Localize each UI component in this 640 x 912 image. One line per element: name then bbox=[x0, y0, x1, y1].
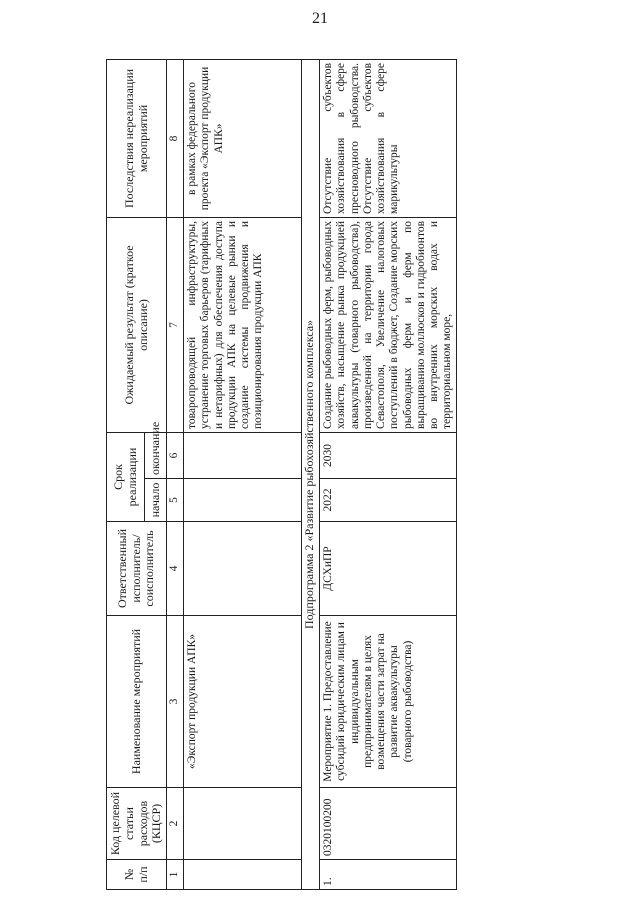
row-result: Создание рыбоводных ферм, рыбоводных хозяйств, насыщение рынка продукцией аквакультуры (товарного рыбоводства), произведенной на территории города Севастополя, Увеличение налоговых поступлений в бюджет, Создание морских рыбоводных ферм и ферм по выращиванию моллюсков и гидробионтов во внутренних морских водах и территориальном море, bbox=[320, 217, 457, 432]
column-number: 2 bbox=[167, 788, 184, 860]
column-number-row bbox=[167, 59, 184, 889]
row-code bbox=[184, 788, 302, 860]
header-responsible: Ответственный исполнитель/ соисполнитель bbox=[107, 522, 167, 616]
row-num: 1. bbox=[320, 860, 457, 890]
row-consequences: в рамках федерального проекта «Экспорт продукции АПК» bbox=[184, 59, 302, 217]
table-header-row bbox=[107, 59, 145, 889]
column-number: 1 bbox=[167, 860, 184, 890]
header-start: начало bbox=[145, 479, 167, 522]
row-responsible: ДСХиПР bbox=[320, 522, 457, 616]
column-number: 8 bbox=[167, 59, 184, 217]
header-end: окончание bbox=[145, 432, 167, 478]
column-number: 5 bbox=[167, 479, 184, 522]
row-name: Мероприятие 1. Предоставление субсидий юридическим лицам и индивидуальным предпринимателям в целях возмещения части затрат на развитие аквакультуры (товарного рыбоводства) bbox=[320, 616, 457, 788]
row-consequences: Отсутствие субъектов хозяйствования в сфере пресноводного рыбоводства. Отсутствие субъектов хозяйствования в сфере марикультуры bbox=[320, 59, 457, 217]
row-num bbox=[184, 860, 302, 890]
row-end: 2030 bbox=[320, 432, 457, 478]
column-number: 7 bbox=[167, 217, 184, 432]
subprogram-title: Подпрограмма 2 «Развитие рыбохозяйственного комплекса» bbox=[302, 59, 320, 889]
subprogram-row bbox=[302, 59, 320, 889]
table-row bbox=[320, 59, 457, 889]
activities-table bbox=[106, 59, 457, 890]
column-number: 3 bbox=[167, 616, 184, 788]
row-name: «Экспорт продукции АПК» bbox=[184, 616, 302, 788]
row-responsible bbox=[184, 522, 302, 616]
header-consequences: Последствия нереализации мероприятий bbox=[107, 59, 167, 217]
row-start: 2022 bbox=[320, 479, 457, 522]
rotated-table-container bbox=[106, 60, 536, 890]
header-code: Код целевой статьи расходов (КЦСР) bbox=[107, 788, 167, 860]
row-result: товаропроводящей инфраструктуры, устранение торговых барьеров (тарифных и нетарифных) для обеспечения доступа продукции АПК на целевые рынки и создание системы продвижения и позиционирования продукции АПК bbox=[184, 217, 302, 432]
header-name: Наименование мероприятий bbox=[107, 616, 167, 788]
table-row bbox=[184, 59, 302, 889]
header-num: № п/п bbox=[107, 860, 167, 890]
column-number: 6 bbox=[167, 432, 184, 478]
header-period: Срок реализации bbox=[107, 432, 145, 521]
row-start bbox=[184, 479, 302, 522]
row-end bbox=[184, 432, 302, 478]
page-number: 21 bbox=[312, 10, 328, 27]
row-code: 0320100200 bbox=[320, 788, 457, 860]
column-number: 4 bbox=[167, 522, 184, 616]
header-result: Ожидаемый результат (краткое описание) bbox=[107, 217, 167, 432]
